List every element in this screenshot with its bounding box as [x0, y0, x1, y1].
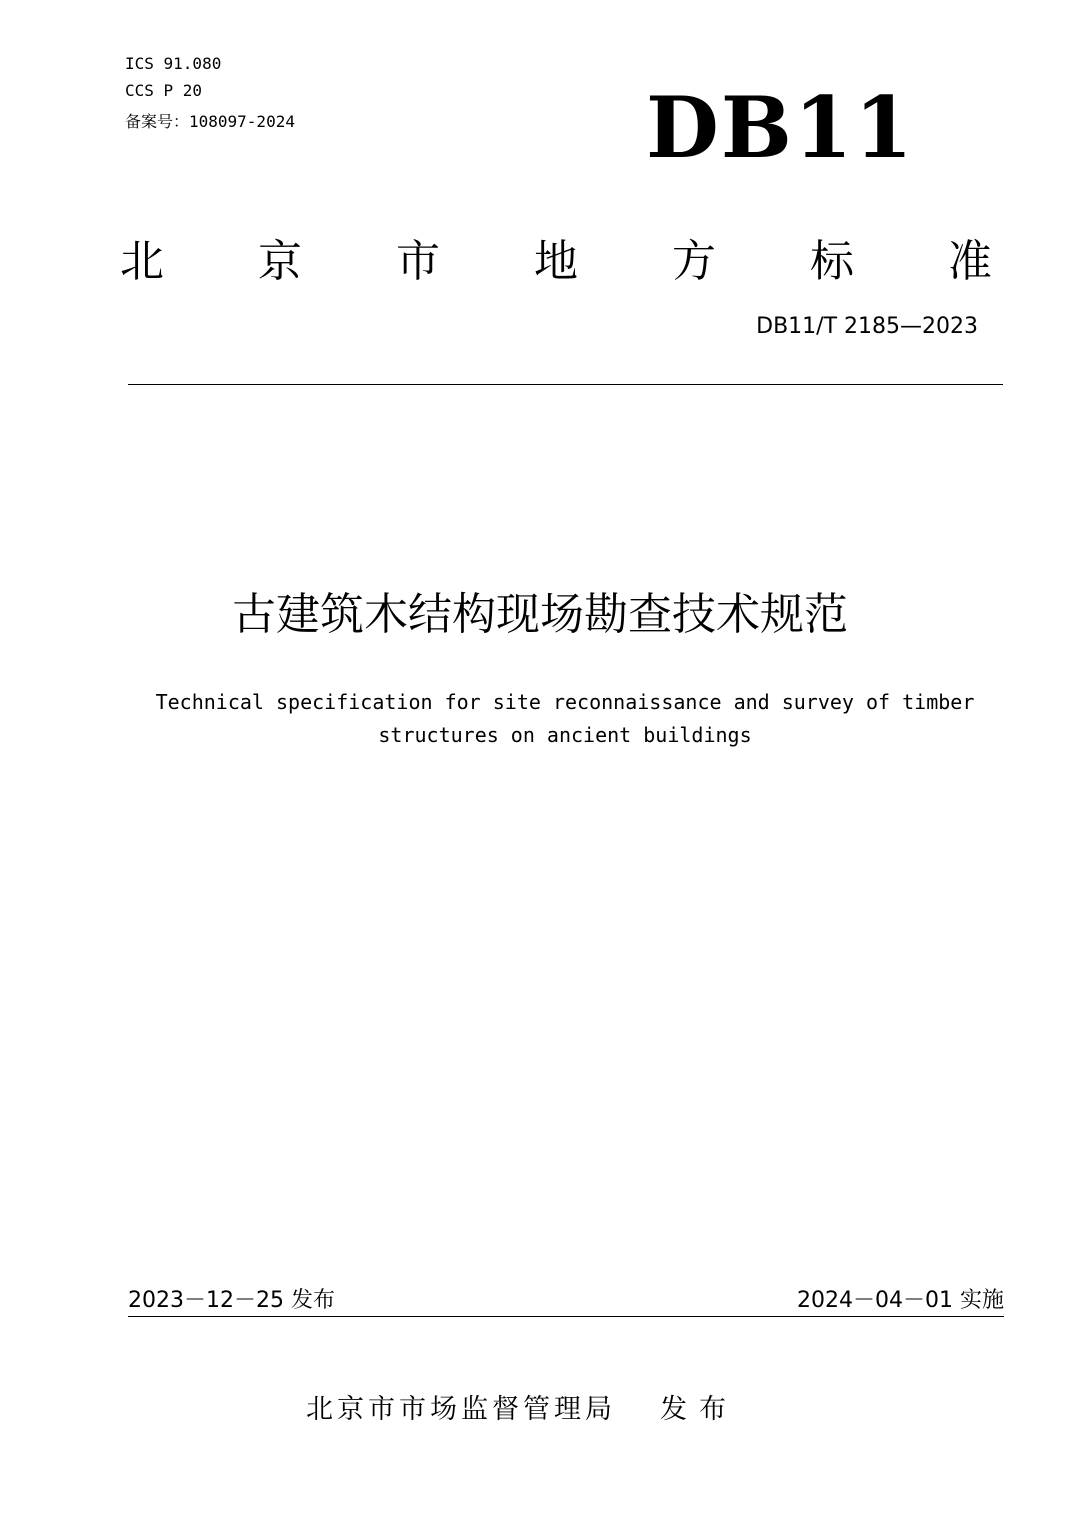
ccs-code: CCS P 20: [125, 81, 203, 100]
standard-type-char: 市: [396, 236, 440, 287]
standard-type-char: 京: [258, 236, 302, 287]
title-en-line-2: structures on ancient buildings: [378, 723, 752, 747]
footer-divider: [128, 1316, 1004, 1317]
standard-number: DB11/T 2185—2023: [756, 314, 978, 339]
standard-type-char: 北: [120, 236, 164, 287]
document-title-en: [130, 686, 1000, 752]
issue-date: 2023－12－25 发布: [128, 1288, 335, 1313]
record-number: 备案号：108097-2024: [125, 112, 295, 131]
header-divider: [128, 384, 1003, 385]
document-title-cn: 古建筑木结构现场勘查技术规范: [232, 589, 848, 640]
issuer-name: 北京市市场监督管理局: [306, 1394, 616, 1425]
standard-type-char: 准: [948, 236, 992, 287]
issuer-verb: 发布: [660, 1394, 738, 1425]
standard-type-char: 方: [672, 236, 716, 287]
implementation-date: 2024－04－01 实施: [797, 1288, 1004, 1313]
title-en-line-1: Technical specification for site reconnaissance and survey of timber: [155, 690, 975, 714]
standard-type-heading: [120, 236, 992, 287]
standard-type-char: 标: [810, 236, 854, 287]
standard-type-char: 地: [534, 236, 578, 287]
db11-logo: DB11: [646, 78, 915, 177]
issuer: [306, 1396, 738, 1423]
ics-code: ICS 91.080: [125, 54, 222, 73]
